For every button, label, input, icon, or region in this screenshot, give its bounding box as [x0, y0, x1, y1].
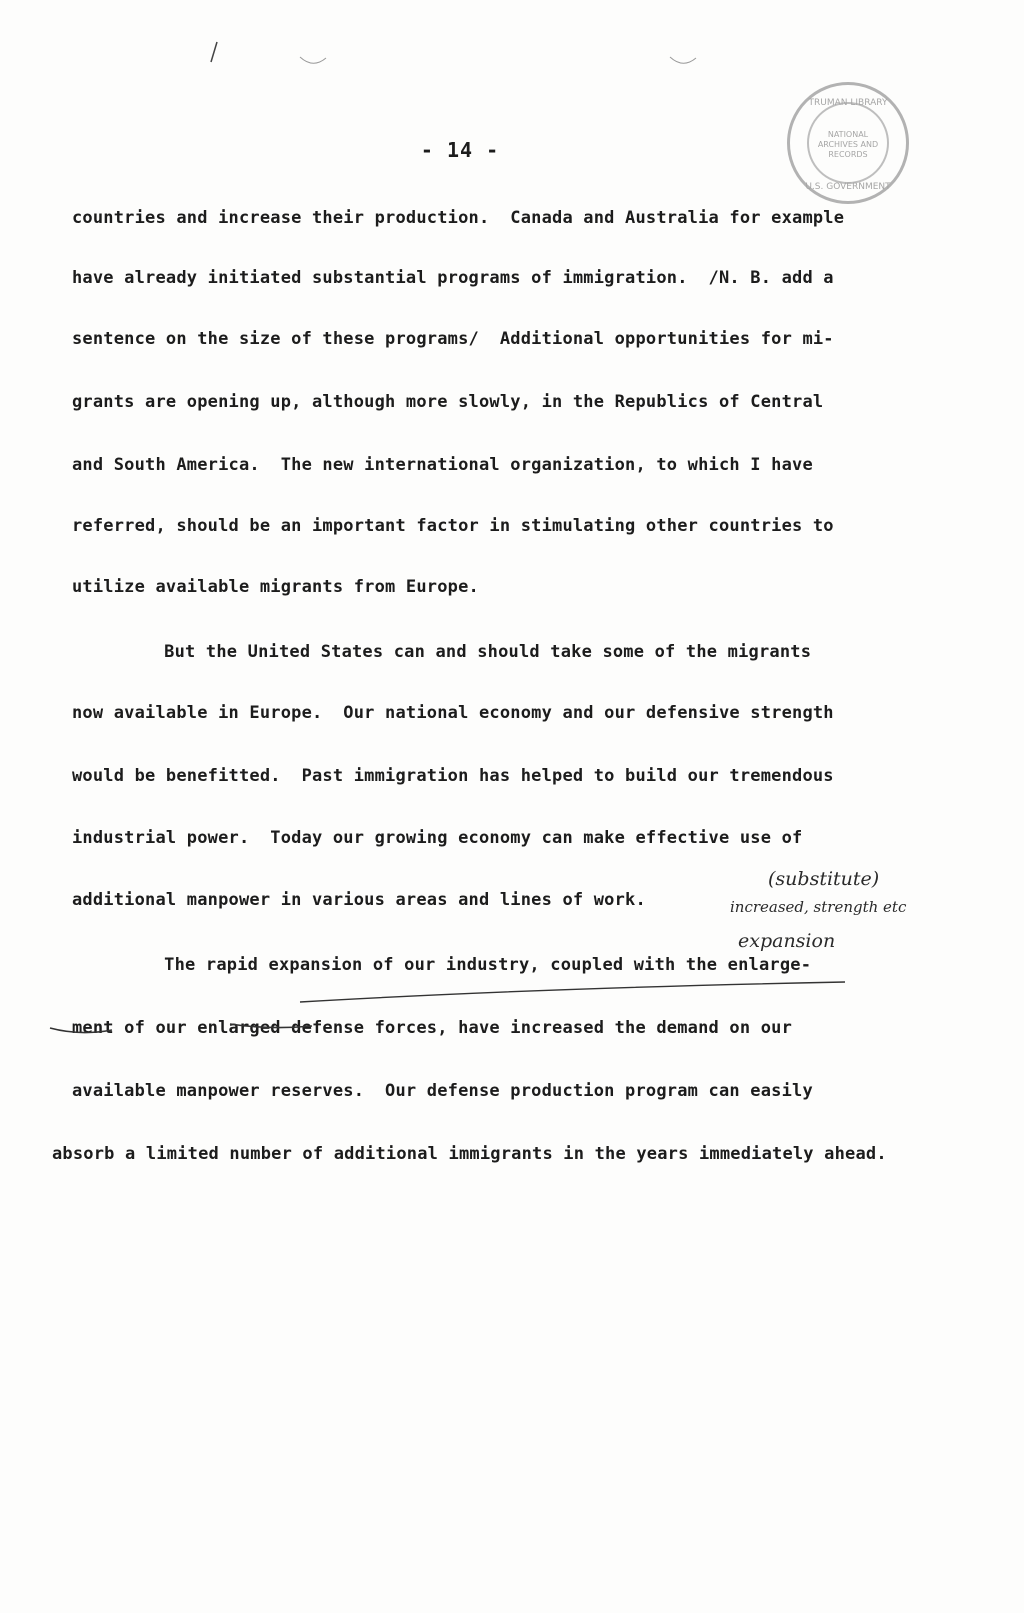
text-line: ment of our enlarged defense forces, have increased the demand on our	[72, 1018, 793, 1038]
text-line: industrial power. Today our growing economy can make effective use of	[72, 828, 803, 848]
text-line: available manpower reserves. Our defense production program can easily	[72, 1081, 813, 1101]
punch-hole-mark	[298, 55, 328, 69]
text-line: additional manpower in various areas and lines of work.	[72, 890, 646, 910]
handwritten-annotation: expansion	[738, 930, 836, 952]
text-line: have already initiated substantial programs of immigration. /N. B. add a	[72, 268, 834, 288]
punch-hole-mark	[668, 55, 698, 69]
text-line: utilize available migrants from Europe.	[72, 577, 479, 597]
svg-text:RECORDS: RECORDS	[828, 150, 868, 159]
svg-text:U.S. GOVERNMENT: U.S. GOVERNMENT	[805, 182, 891, 192]
text-line: The rapid expansion of our industry, coupled with the enlarge-	[112, 955, 812, 975]
text-line: absorb a limited number of additional immigrants in the years immediately ahead.	[52, 1144, 887, 1164]
text-line: and South America. The new international organization, to which I have	[72, 455, 813, 475]
page-number: - 14 -	[420, 138, 500, 162]
text-line: But the United States can and should take some of the migrants	[112, 642, 812, 662]
text-line: sentence on the size of these programs/ Additional opportunities for mi-	[72, 329, 834, 349]
text-line: countries and increase their production. Canada and Australia for example	[72, 208, 845, 228]
svg-text:TRUMAN LIBRARY: TRUMAN LIBRARY	[808, 98, 888, 108]
text-line: referred, should be an important factor in stimulating other countries to	[72, 516, 834, 536]
svg-text:ARCHIVES AND: ARCHIVES AND	[817, 140, 879, 149]
svg-text:NATIONAL: NATIONAL	[827, 130, 869, 139]
text-line: would be benefitted. Past immigration has helped to build our tremendous	[72, 766, 834, 786]
handwritten-annotation: (substitute)	[768, 868, 880, 890]
pen-tick-mark	[208, 40, 220, 64]
text-line: grants are opening up, although more slowly, in the Republics of Central	[72, 392, 824, 412]
handwritten-underline	[40, 980, 850, 1050]
handwritten-annotation: increased, strength etc	[730, 898, 907, 916]
text-line: now available in Europe. Our national economy and our defensive strength	[72, 703, 834, 723]
